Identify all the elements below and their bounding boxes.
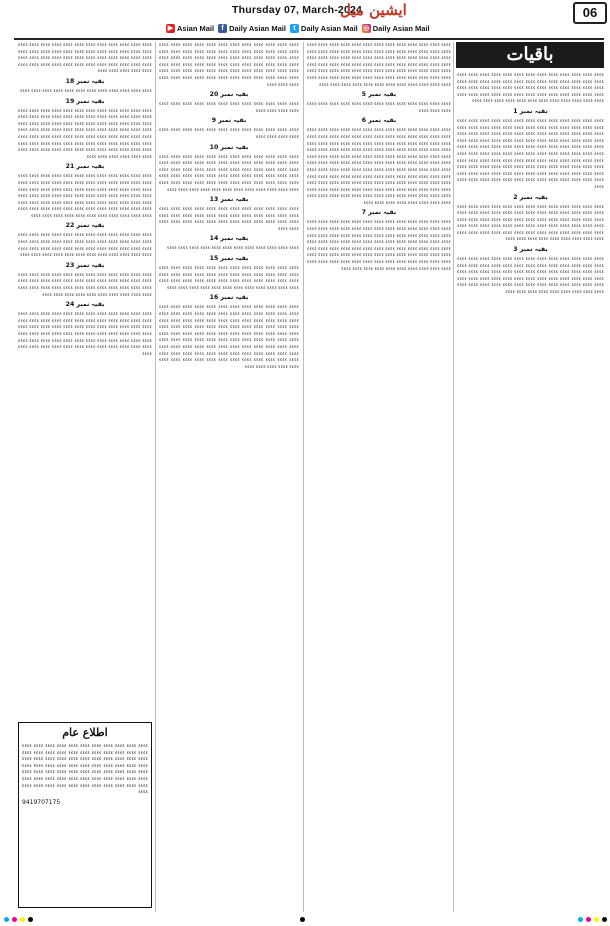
social-facebook[interactable]: f Daily Asian Mail xyxy=(218,21,286,35)
continuation-heading: بقیہ نمبر 2 xyxy=(513,193,548,201)
continuation-heading: بقیہ نمبر 9 xyxy=(211,117,247,125)
article-text: ءءءء ءءءء ءءءء ءءءء ءءءء ءءءء ءءءء ءءءء ءءءء ءءءء ءءءء ءءءء ءءءء ءءءء ءءءء ءءءء ءءءء ءءءء ءءءء ءءءء ءءءء ءءءء ءءءء ءءءء ءءءء ءءءء ءءءء ءءءء ءءءء ءءءء ءءءء ءءءء ءءءء ءءءء ءءءء ءءءء ءءءء ءءءء ءءءء ءءءء ءءءء ءءءء ءءءء ءءءء ءءءء ءءءء ءءءء ءءءء ءءءء ءءءء ءءءء ءءءء ءءءء ءءءء ءءءء ءءءء ءءءء ءءءء ءءءء ءءءء ءءءء ءءءء ءءءء ءءءء ءءءء ءءءء ءءءء ءءءء ءءءء ءءءء ءءءء ءءءء xyxy=(159,153,299,193)
article-text: ءءءء ءءءء ءءءء ءءءء ءءءء ءءءء ءءءء ءءءء ءءءء ءءءء ءءءء ءءءء ءءءء ءءءء ءءءء ءءءء ءءءء ءءءء ءءءء ءءءء ءءءء ءءءء ءءءء ءءءء ءءءء ءءءء ءءءء ءءءء ءءءء ءءءء ءءءء ءءءء ءءءء ءءءء ءءءء ءءءء ءءءء ءءءء ءءءء ءءءء ءءءء ءءءء ءءءء ءءءء ءءءء ءءءء ءءءء ءءءء xyxy=(18,232,152,259)
social-youtube[interactable]: ▶ Asian Mail xyxy=(167,23,215,33)
section-title: باقیات xyxy=(456,42,604,68)
article-text: ءءءء ءءءء ءءءء ءءءء ءءءء ءءءء ءءءء ءءءء ءءءء ءءءء ءءءء ءءءء ءءءء ءءءء ءءءء ءءءء ءءءء ءءءء ءءءء ءءءء ءءءء ءءءء ءءءء ءءءء ءءءء ءءءء ءءءء ءءءء ءءءء ءءءء ءءءء ءءءء ءءءء ءءءء ءءءء ءءءء ءءءء ءءءء xyxy=(159,206,299,232)
article-text: ءءءء ءءءء ءءءء ءءءء ءءءء ءءءء ءءءء ءءءء ءءءء ءءءء ءءءء ءءءء ءءءء ءءءء ءءءء ءءءء ءءءء ءءءء ءءءء ءءءء ءءءء ءءءء ءءءء ءءءء ءءءء ءءءء ءءءء ءءءء ءءءء ءءءء ءءءء ءءءء ءءءء ءءءء ءءءء ءءءء ءءءء ءءءء ءءءء ءءءء ءءءء ءءءء ءءءء ءءءء ءءءء ءءءء ءءءء ءءءء ءءءء ءءءء ءءءء ءءءء ءءءء ءءءء ءءءء ءءءء ءءءء ءءءء ءءءء ءءءء ءءءء ءءءء ءءءء ءءءء ءءءء ءءءء ءءءء ءءءء ءءءء ءءءء ءءءء ءءءء ءءءء xyxy=(18,311,152,357)
youtube-icon: ▶ xyxy=(167,24,174,32)
article-text: ءءءء ءءءء ءءءء ءءءء ءءءء ءءءء ءءءء ءءءء ءءءء ءءءء ءءءء ءءءء ءءءء ءءءء ءءءء ءءءء xyxy=(307,101,451,114)
article-text: ءءءء ءءءء ءءءء ءءءء ءءءء ءءءء ءءءء ءءءء ءءءء ءءءء ءءءء ءءءء ءءءء ءءءء ءءءء ءءءء ءءءء ءءءء ءءءء ءءءء ءءءء ءءءء ءءءء ءءءء ءءءء ءءءء ءءءء ءءءء ءءءء ءءءء ءءءء ءءءء ءءءء ءءءء ءءءء ءءءء ءءءء ءءءء ءءءء ءءءء ءءءء ءءءء ءءءء ءءءء ءءءء ءءءء ءءءء ءءءء ءءءء ءءءء ءءءء ءءءء ءءءء ءءءء ءءءء ءءءء ءءءء ءءءء ءءءء ءءءء ءءءء ءءءء ءءءء ءءءء ءءءء ءءءء ءءءء ءءءء ءءءء ءءءء ءءءء ءءءء ءءءء ءءءء ءءءء ءءءء ءءءء ءءءء ءءءء ءءءء ءءءء ءءءء ءءءء ءءءء ءءءء ءءءء ءءءء ءءءء ءءءء ءءءء xyxy=(307,42,451,88)
article-text: ءءءء ءءءء ءءءء ءءءء ءءءء ءءءء ءءءء ءءءء ءءءء ءءءء ءءءء ءءءء ءءءء ءءءء ءءءء ءءءء ءءءء ءءءء ءءءء ءءءء ءءءء ءءءء ءءءء ءءءء ءءءء ءءءء ءءءء ءءءء ءءءء ءءءء ءءءء ءءءء ءءءء ءءءء ءءءء ءءءء ءءءء ءءءء ءءءء ءءءء ءءءء ءءءء ءءءء ءءءء ءءءء ءءءء ءءءء ءءءء ءءءء ءءءء ءءءء ءءءء ءءءء ءءءء ءءءء ءءءء ءءءء ءءءء ءءءء ءءءء ءءءء ءءءء ءءءء ءءءء ءءءء ءءءء ءءءء ءءءء ءءءء ءءءء ءءءء ءءءء ءءءء ءءءء xyxy=(457,203,604,243)
print-registration-bar xyxy=(0,914,610,926)
article-text: ءءءء ءءءء ءءءء ءءءء ءءءء ءءءء ءءءء ءءءء ءءءء ءءءء ءءءء ءءءء ءءءء ءءءء ءءءء ءءءء ءءءء ءءءء ءءءء ءءءء ءءءء ءءءء ءءءء ءءءء ءءءء ءءءء ءءءء ءءءء ءءءء ءءءء ءءءء ءءءء ءءءء ءءءء ءءءء ءءءء ءءءء ءءءء ءءءء ءءءء ءءءء ءءءء ءءءء ءءءء ءءءء ءءءء ءءءء ءءءء ءءءء ءءءء ءءءء ءءءء ءءءء ءءءء ءءءء ءءءء ءءءء ءءءء ءءءء ءءءء ءءءء ءءءء ءءءء ءءءء ءءءء ءءءء ءءءء ءءءء ءءءء ءءءء ءءءء ءءءء ءءءء ءءءء ءءءء xyxy=(159,42,299,88)
continuation-heading: بقیہ نمبر 21 xyxy=(65,163,105,171)
social-instagram[interactable]: ◎ Daily Asian Mail xyxy=(363,23,430,33)
continuation-heading: بقیہ نمبر 10 xyxy=(209,143,249,151)
twitter-icon: t xyxy=(290,24,299,33)
notice-text: ءءءء ءءءء ءءءء ءءءء ءءءء ءءءء ءءءء ءءءء ءءءء ءءءء ءءءء ءءءء ءءءء ءءءء ءءءء ءءءء ءءءء ءءءء ءءءء ءءءء ءءءء ءءءء ءءءء ءءءء ءءءء ءءءء ءءءء ءءءء ءءءء ءءءء ءءءء ءءءء ءءءء ءءءء ءءءء ءءءء ءءءء ءءءء ءءءء ءءءء ءءءء ءءءء ءءءء ءءءء ءءءء ءءءء ءءءء ءءءء ءءءء ءءءء ءءءء ءءءء ءءءء ءءءء ءءءء ءءءء ءءءء ءءءء ءءءء ءءءء ءءءء ءءءء ءءءء ءءءء ءءءء ءءءء ءءءء ءءءء ءءءء ءءءء ءءءء ءءءء ءءءء ءءءء ءءءء ءءءء ءءءء ءءءء xyxy=(22,743,148,796)
continuation-heading: بقیہ نمبر 24 xyxy=(65,301,105,309)
registration-dots-left xyxy=(4,917,33,922)
column-divider xyxy=(453,42,454,912)
continuation-heading: بقیہ نمبر 3 xyxy=(513,246,548,254)
article-text: ءءءء ءءءء ءءءء ءءءء ءءءء ءءءء ءءءء ءءءء ءءءء ءءءء ءءءء ءءءء ءءءء ءءءء ءءءء ءءءء ءءءء ءءءء ءءءء ءءءء ءءءء ءءءء ءءءء ءءءء ءءءء ءءءء ءءءء ءءءء ءءءء ءءءء ءءءء ءءءء ءءءء ءءءء ءءءء ءءءء ءءءء ءءءء ءءءء ءءءء ءءءء ءءءء ءءءء ءءءء ءءءء ءءءء ءءءء ءءءء ءءءء ءءءء ءءءء ءءءء ءءءء ءءءء ءءءء ءءءء ءءءء ءءءء ءءءء ءءءء ءءءء ءءءء ءءءء ءءءء ءءءء ءءءء ءءءء ءءءء ءءءء ءءءء ءءءء ءءءء ءءءء ءءءء ءءءء ءءءء ءءءء ءءءء ءءءء ءءءء ءءءء ءءءء ءءءء ءءءء ءءءء ءءءء ءءءء ءءءء ءءءء ءءءء ءءءء ءءءء ءءءء ءءءء ءءءء ءءءء ءءءء ءءءء ءءءء ءءءء ءءءء xyxy=(307,219,451,272)
continuation-heading: بقیہ نمبر 13 xyxy=(209,196,249,204)
instagram-icon: ◎ xyxy=(363,24,370,32)
social-links xyxy=(166,21,430,35)
article-text: ءءءء ءءءء ءءءء ءءءء ءءءء ءءءء ءءءء ءءءء ءءءء ءءءء ءءءء ءءءء xyxy=(167,245,299,252)
article-text: ءءءء ءءءء ءءءء ءءءء ءءءء ءءءء ءءءء ءءءء ءءءء ءءءء ءءءء ءءءء ءءءء ءءءء ءءءء ءءءء ءءءء ءءءء ءءءء ءءءء ءءءء ءءءء ءءءء ءءءء ءءءء ءءءء ءءءء ءءءء ءءءء ءءءء ءءءء ءءءء ءءءء ءءءء ءءءء ءءءء ءءءء ءءءء ءءءء ءءءء ءءءء ءءءء ءءءء ءءءء ءءءء ءءءء ءءءء ءءءء ءءءء ءءءء ءءءء ءءءء ءءءء xyxy=(18,42,152,75)
continuation-heading: بقیہ نمبر 22 xyxy=(65,222,105,230)
article-text: ءءءء ءءءء ءءءء ءءءء ءءءء ءءءء ءءءء ءءءء ءءءء ءءءء ءءءء ءءءء xyxy=(20,87,152,94)
continuation-heading: بقیہ نمبر 15 xyxy=(209,255,249,263)
article-text: ءءءء ءءءء ءءءء ءءءء ءءءء ءءءء ءءءء ءءءء ءءءء ءءءء ءءءء ءءءء ءءءء ءءءء ءءءء ءءءء xyxy=(159,101,299,114)
column-3 xyxy=(307,42,451,910)
article-text: ءءءء ءءءء ءءءء ءءءء ءءءء ءءءء ءءءء ءءءء ءءءء ءءءء ءءءء ءءءء ءءءء ءءءء ءءءء ءءءء ءءءء ءءءء ءءءء ءءءء ءءءء ءءءء ءءءء ءءءء ءءءء ءءءء ءءءء ءءءء ءءءء ءءءء ءءءء ءءءء ءءءء ءءءء ءءءء ءءءء ءءءء ءءءء ءءءء ءءءء ءءءء ءءءء ءءءء ءءءء ءءءء ءءءء ءءءء ءءءء ءءءء ءءءء ءءءء ءءءء ءءءء ءءءء ءءءء ءءءء ءءءء ءءءء ءءءء ءءءء ءءءء ءءءء ءءءء ءءءء ءءءء ءءءء ءءءء ءءءء ءءءء ءءءء ءءءء ءءءء ءءءء ءءءء xyxy=(457,256,604,296)
registration-mark-center xyxy=(300,917,305,922)
continuation-heading: بقیہ نمبر 18 xyxy=(65,77,105,85)
article-text: ءءءء ءءءء ءءءء ءءءء ءءءء ءءءء ءءءء ءءءء ءءءء ءءءء ءءءء ءءءء ءءءء ءءءء ءءءء ءءءء ءءءء ءءءء ءءءء ءءءء ءءءء ءءءء ءءءء ءءءء ءءءء ءءءء ءءءء ءءءء ءءءء ءءءء ءءءء ءءءء ءءءء ءءءء ءءءء ءءءء ءءءء ءءءء ءءءء ءءءء ءءءء ءءءء ءءءء ءءءء ءءءء ءءءء ءءءء ءءءء ءءءء ءءءء ءءءء ءءءء ءءءء ءءءء ءءءء ءءءء ءءءء ءءءء ءءءء ءءءء ءءءء ءءءء ءءءء ءءءء xyxy=(457,72,604,105)
article-text: ءءءء ءءءء ءءءء ءءءء ءءءء ءءءء ءءءء ءءءء ءءءء ءءءء ءءءء ءءءء ءءءء ءءءء ءءءء ءءءء ءءءء ءءءء ءءءء ءءءء ءءءء ءءءء ءءءء ءءءء ءءءء ءءءء ءءءء ءءءء ءءءء ءءءء ءءءء ءءءء ءءءء ءءءء ءءءء ءءءء ءءءء ءءءء ءءءء ءءءء ءءءء ءءءء ءءءء ءءءء ءءءء ءءءء ءءءء ءءءء xyxy=(159,265,299,291)
continuation-heading: بقیہ نمبر 19 xyxy=(65,97,105,105)
facebook-icon: f xyxy=(218,24,227,33)
newspaper-logo: ایشین میل xyxy=(340,1,407,19)
column-2 xyxy=(159,42,299,910)
continuation-heading: بقیہ نمبر 7 xyxy=(361,209,397,217)
column-4 xyxy=(457,72,604,910)
continuation-heading: بقیہ نمبر 6 xyxy=(361,117,397,125)
continuation-heading: بقیہ نمبر 16 xyxy=(209,294,249,302)
column-divider xyxy=(303,42,304,912)
continuation-heading: بقیہ نمبر 5 xyxy=(361,91,397,99)
article-text: ءءءء ءءءء ءءءء ءءءء ءءءء ءءءء ءءءء ءءءء ءءءء ءءءء ءءءء ءءءء ءءءء ءءءء ءءءء ءءءء ءءءء ءءءء ءءءء ءءءء ءءءء ءءءء ءءءء ءءءء ءءءء ءءءء ءءءء ءءءء ءءءء ءءءء ءءءء ءءءء ءءءء ءءءء ءءءء ءءءء ءءءء ءءءء ءءءء ءءءء ءءءء ءءءء ءءءء ءءءء ءءءء ءءءء ءءءء ءءءء ءءءء ءءءء ءءءء ءءءء ءءءء ءءءء ءءءء ءءءء ءءءء ءءءء ءءءء ءءءء ءءءء ءءءء ءءءء ءءءء ءءءء ءءءء ءءءء ءءءء ءءءء ءءءء ءءءء ءءءء ءءءء ءءءء ءءءء ءءءء ءءءء ءءءء ءءءء ءءءء ءءءء ءءءء ءءءء xyxy=(18,173,152,219)
continuation-heading: بقیہ نمبر 23 xyxy=(65,261,105,269)
article-text: ءءءء ءءءء ءءءء ءءءء ءءءء ءءءء ءءءء ءءءء ءءءء ءءءء ءءءء ءءءء ءءءء ءءءء ءءءء ءءءء ءءءء ءءءء ءءءء ءءءء ءءءء ءءءء ءءءء ءءءء ءءءء ءءءء ءءءء ءءءء ءءءء ءءءء ءءءء ءءءء ءءءء ءءءء ءءءء ءءءء ءءءء ءءءء ءءءء ءءءء ءءءء ءءءء ءءءء ءءءء ءءءء ءءءء ءءءء ءءءء ءءءء ءءءء ءءءء ءءءء ءءءء ءءءء ءءءء ءءءء ءءءء ءءءء ءءءء ءءءء ءءءء ءءءء ءءءء ءءءء ءءءء ءءءء ءءءء ءءءء ءءءء ءءءء ءءءء ءءءء ءءءء ءءءء ءءءء ءءءء ءءءء ءءءء ءءءء ءءءء ءءءء ءءءء ءءءء ءءءء ءءءء ءءءء ءءءء ءءءء ءءءء ءءءء ءءءء ءءءء ءءءء ءءءء ءءءء ءءءء ءءءء ءءءء ءءءء ءءءء ءءءء ءءءء ءءءء ءءءء ءءءء ءءءء ءءءء ءءءء ءءءء ءءءء ءءءء ءءءء ءءءء xyxy=(159,304,299,370)
registration-dots-right xyxy=(578,917,607,922)
article-text: ءءءء ءءءء ءءءء ءءءء ءءءء ءءءء ءءءء ءءءء ءءءء ءءءء ءءءء ءءءء ءءءء ءءءء ءءءء ءءءء ءءءء ءءءء ءءءء ءءءء ءءءء ءءءء ءءءء ءءءء ءءءء ءءءء ءءءء ءءءء ءءءء ءءءء ءءءء ءءءء ءءءء ءءءء ءءءء ءءءء ءءءء ءءءء ءءءء ءءءء ءءءء ءءءء ءءءء ءءءء ءءءء ءءءء ءءءء ءءءء ءءءء ءءءء ءءءء ءءءء ءءءء ءءءء ءءءء ءءءء ءءءء ءءءء ءءءء ءءءء ءءءء ءءءء ءءءء ءءءء ءءءء ءءءء ءءءء ءءءء ءءءء ءءءء ءءءء ءءءء ءءءء ءءءء ءءءء ءءءء ءءءء ءءءء ءءءء ءءءء ءءءء ءءءء ءءءء ءءءء ءءءء ءءءء ءءءء ءءءء ءءءء ءءءء xyxy=(18,107,152,160)
header-rule xyxy=(14,38,604,40)
article-text: ءءءء ءءءء ءءءء ءءءء ءءءء ءءءء ءءءء ءءءء ءءءء ءءءء ءءءء ءءءء ءءءء ءءءء ءءءء ءءءء xyxy=(159,127,299,140)
issue-date: Thursday 07, March-2024 xyxy=(232,4,363,16)
notice-phone: 9419707175 xyxy=(22,798,61,806)
notice-title: اطلاع عام xyxy=(62,726,108,739)
continuation-heading: بقیہ نمبر 20 xyxy=(209,91,249,99)
column-divider xyxy=(155,42,156,912)
page-number: 06 xyxy=(573,2,607,24)
article-text: ءءءء ءءءء ءءءء ءءءء ءءءء ءءءء ءءءء ءءءء ءءءء ءءءء ءءءء ءءءء ءءءء ءءءء ءءءء ءءءء ءءءء ءءءء ءءءء ءءءء ءءءء ءءءء ءءءء ءءءء ءءءء ءءءء ءءءء ءءءء ءءءء ءءءء ءءءء ءءءء ءءءء ءءءء ءءءء ءءءء ءءءء ءءءء ءءءء ءءءء ءءءء ءءءء ءءءء ءءءء ءءءء ءءءء ءءءء ءءءء ءءءء ءءءء ءءءء ءءءء ءءءء ءءءء ءءءء ءءءء ءءءء ءءءء ءءءء ءءءء ءءءء ءءءء ءءءء ءءءء ءءءء ءءءء ءءءء ءءءء ءءءء ءءءء ءءءء ءءءء ءءءء ءءءء ءءءء ءءءء ءءءء ءءءء ءءءء ءءءء ءءءء ءءءء ءءءء ءءءء ءءءء ءءءء ءءءء ءءءء ءءءء ءءءء ءءءء ءءءء ءءءء ءءءء ءءءء ءءءء ءءءء ءءءء ءءءء ءءءء ءءءء ءءءء ءءءء ءءءء ءءءء ءءءء ءءءء ءءءء ءءءء ءءءء ءءءء ءءءء ءءءء ءءءء ءءءء ءءءء ءءءء ءءءء ءءءء ءءءء ءءءء ءءءء ءءءء ءءءء ءءءء ءءءء ءءءء ءءءء ءءءء ءءءء ءءءء xyxy=(457,117,604,190)
continuation-heading: بقیہ نمبر 1 xyxy=(513,107,548,115)
article-text: ءءءء ءءءء ءءءء ءءءء ءءءء ءءءء ءءءء ءءءء ءءءء ءءءء ءءءء ءءءء ءءءء ءءءء ءءءء ءءءء ءءءء ءءءء ءءءء ءءءء ءءءء ءءءء ءءءء ءءءء ءءءء ءءءء ءءءء ءءءء ءءءء ءءءء ءءءء ءءءء ءءءء ءءءء ءءءء ءءءء ءءءء ءءءء ءءءء ءءءء ءءءء ءءءء ءءءء ءءءء ءءءء ءءءء ءءءء ءءءء ءءءء ءءءء ءءءء ءءءء ءءءء ءءءء ءءءء ءءءء ءءءء ءءءء ءءءء ءءءء ءءءء ءءءء ءءءء ءءءء ءءءء ءءءء ءءءء ءءءء ءءءء ءءءء ءءءء ءءءء ءءءء ءءءء ءءءء ءءءء ءءءء ءءءء ءءءء ءءءء ءءءء ءءءء ءءءء ءءءء ءءءء ءءءء ءءءء ءءءء ءءءء ءءءء ءءءء ءءءء ءءءء ءءءء ءءءء ءءءء ءءءء ءءءء ءءءء ءءءء ءءءء ءءءء ءءءء ءءءء ءءءء ءءءء ءءءء ءءءء ءءءء ءءءء ءءءء ءءءء ءءءء ءءءء ءءءء ءءءء ءءءء ءءءء ءءءء ءءءء ءءءء ءءءء ءءءء ءءءء ءءءء ءءءء ءءءء ءءءء ءءءء ءءءء ءءءء ءءءء ءءءء ءءءء ءءءء ءءءء ءءءء ءءءء ءءءء ءءءء ءءءء ءءءء ءءءء ءءءء ءءءء ءءءء ءءءء ءءءء ءءءء ءءءء ءءءء xyxy=(307,127,451,206)
masthead xyxy=(0,0,610,40)
continuation-heading: بقیہ نمبر 14 xyxy=(209,235,249,243)
social-twitter[interactable]: t Daily Asian Mail xyxy=(290,21,358,35)
article-text: ءءءء ءءءء ءءءء ءءءء ءءءء ءءءء ءءءء ءءءء ءءءء ءءءء ءءءء ءءءء ءءءء ءءءء ءءءء ءءءء ءءءء ءءءء ءءءء ءءءء ءءءء ءءءء ءءءء ءءءء ءءءء ءءءء ءءءء ءءءء ءءءء ءءءء ءءءء ءءءء ءءءء ءءءء ءءءء ءءءء ءءءء ءءءء ءءءء ءءءء ءءءء ءءءء ءءءء ءءءء ءءءء ءءءء xyxy=(18,271,152,298)
column-1 xyxy=(18,42,152,718)
public-notice xyxy=(18,722,152,908)
